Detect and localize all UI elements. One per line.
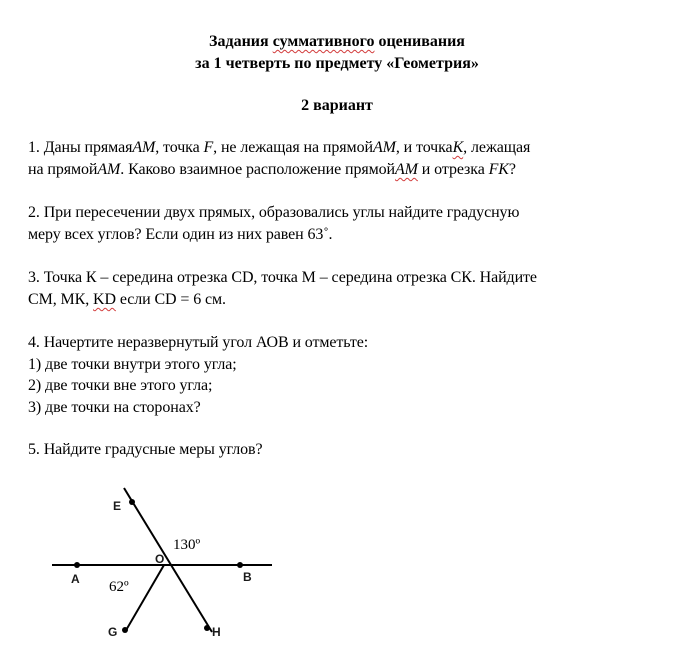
q1-text: ? (508, 161, 516, 178)
question-1-line-2 (28, 160, 516, 180)
label-b: B (243, 570, 252, 584)
point-h (204, 625, 210, 631)
point-g (122, 627, 128, 633)
q1-var: FK (488, 161, 509, 178)
question-4-line-1: 4. Начертите неразвернутый угол АОВ и отметьте: (28, 334, 369, 351)
question-2-line-1: 2. При пересечении двух прямых, образовались углы найдите градусную (28, 204, 520, 221)
q1-text: 1. Даны прямая (28, 139, 133, 156)
question-5-line-1: 5. Найдите градусные меры углов? (28, 441, 263, 458)
label-e: E (113, 499, 122, 513)
question-1-line-1 (28, 138, 530, 158)
title-text-b: суммативного (272, 33, 375, 50)
q1-text: на прямой (28, 161, 98, 178)
q1-text: , и точка (395, 139, 453, 156)
label-g: G (108, 625, 118, 639)
label-a: A (71, 572, 80, 586)
point-a (74, 562, 80, 568)
q1-text: , лежащая (463, 139, 531, 156)
q3-text: СМ, МК, (28, 291, 93, 308)
q1-var: AM (395, 161, 418, 178)
question-2-line-2: меру всех углов? Если один из них равен 63˚. (28, 226, 333, 243)
question-3-line-1: 3. Точка К – середина отрезка CD, точка М – середина отрезка СК. Найдите (28, 269, 537, 286)
q1-text: , не лежащая на прямой (213, 139, 373, 156)
q1-text: . Каково взаимное расположение прямой (120, 161, 395, 178)
angle-label-upper: 130º (173, 537, 201, 553)
line-og (125, 565, 164, 632)
question-4-line-2: 1) две точки внутри этого угла; (28, 356, 237, 373)
label-o: O (155, 552, 165, 566)
question-4-line-3: 2) две точки вне этого угла; (28, 377, 213, 394)
q1-var: K (452, 139, 464, 156)
question-4-line-4: 3) две точки на сторонах? (28, 399, 201, 416)
q1-var: AM (132, 139, 156, 156)
q1-text: и отрезка (417, 161, 489, 178)
q3-text: если CD = 6 см. (115, 291, 226, 308)
title-text-c: оценивания (374, 33, 465, 50)
angles-figure (0, 470, 674, 672)
q3-text: KD (93, 291, 116, 308)
title-line-1 (0, 32, 674, 52)
q1-var: F (203, 139, 214, 156)
q1-var: AM (372, 139, 396, 156)
point-b (237, 562, 243, 568)
title-line-2: за 1 четверть по предмету «Геометрия» (195, 55, 479, 72)
q1-var: AM (97, 161, 121, 178)
title-text-a: Задания (209, 33, 273, 50)
question-3-line-2 (28, 290, 226, 310)
q1-text: , точка (155, 139, 204, 156)
label-h: H (212, 625, 221, 639)
variant-heading: 2 вариант (301, 97, 373, 114)
angle-label-lower: 62º (109, 579, 129, 595)
point-e (129, 499, 135, 505)
